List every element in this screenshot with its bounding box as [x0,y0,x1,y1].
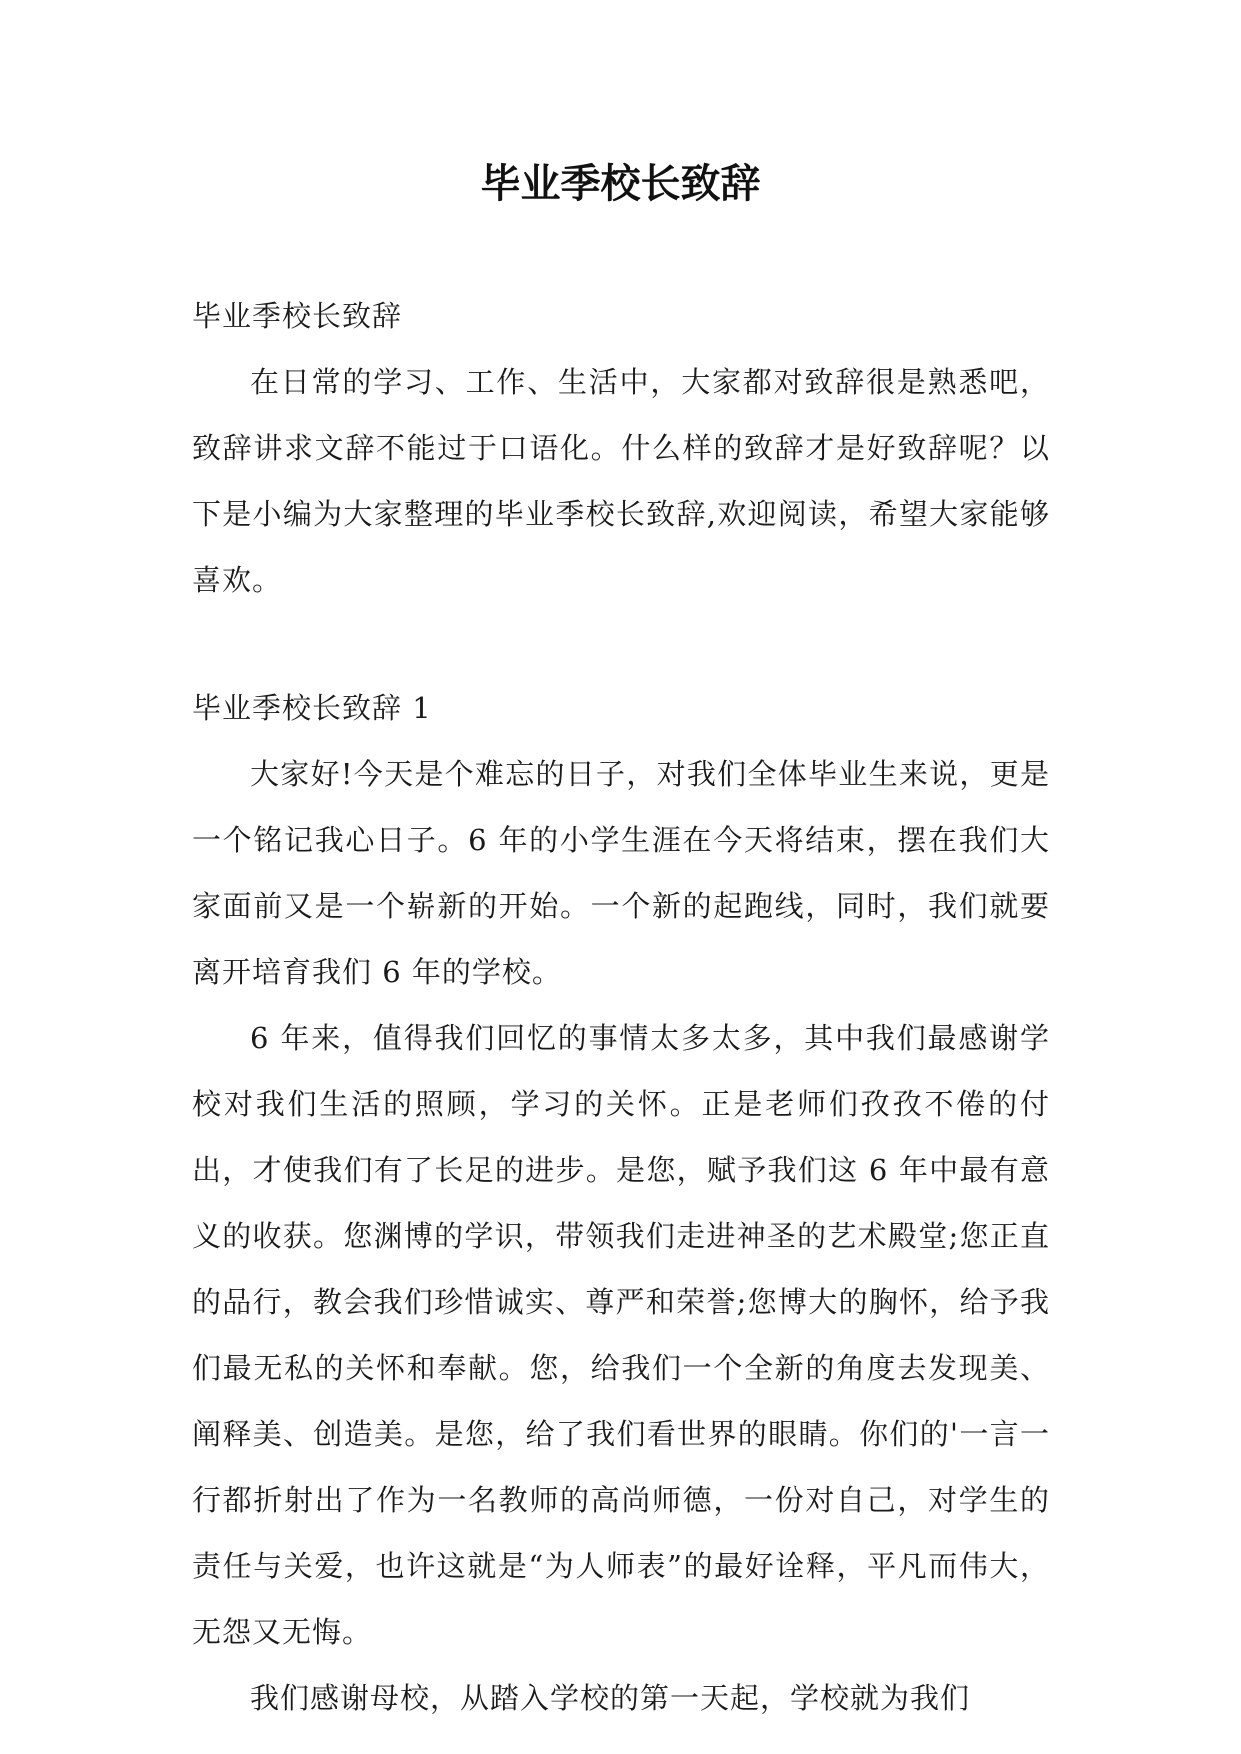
intro-heading: 毕业季校长致辞 [192,299,403,333]
section-1-paragraph-1: 大家好!今天是个难忘的日子，对我们全体毕业生来说，更是一个铭记我心日子。6 年的小学生涯在今天将结束，摆在我们大家面前又是一个崭新的开始。一个新的起跑线，同时，我们就要离开培育我们 6 年的学校。 [192,757,1050,989]
intro-paragraph: 在日常的学习、工作、生活中，大家都对致辞很是熟悉吧，致辞讲求文辞不能过于口语化。什么样的致辞才是好致辞呢？以下是小编为大家整理的毕业季校长致辞,欢迎阅读，希望大家能够喜欢。 [192,365,1050,597]
section-1-heading: 毕业季校长致辞 1 [192,691,432,725]
section-spacer [192,613,1050,675]
document-body [192,283,1050,1731]
section-1-paragraph-3: 我们感谢母校，从踏入学校的第一天起，学校就为我们 [250,1681,971,1715]
section-1-paragraph-2: 6 年来，值得我们回忆的事情太多太多，其中我们最感谢学校对我们生活的照顾，学习的关怀。正是老师们孜孜不倦的付出，才使我们有了长足的进步。是您，赋予我们这 6 年中最有意义的收获。您渊博的学识，带领我们走进神圣的艺术殿堂;您正直的品行，教会我们珍惜诚实、尊严和荣誉;您博大的胸怀，给予我们最无私的关怀和奉献。您，给我们一个全新的角度去发现美、阐释美、创造美。是您，给了我们看世界的眼睛。你们的'一言一行都折射出了作为一名教师的高尚师德，一份对自己，对学生的责任与关爱，也许这就是“为人师表”的最好诠释，平凡而伟大，无怨又无悔。 [192,1021,1050,1649]
document-title: 毕业季校长致辞 [480,161,761,207]
